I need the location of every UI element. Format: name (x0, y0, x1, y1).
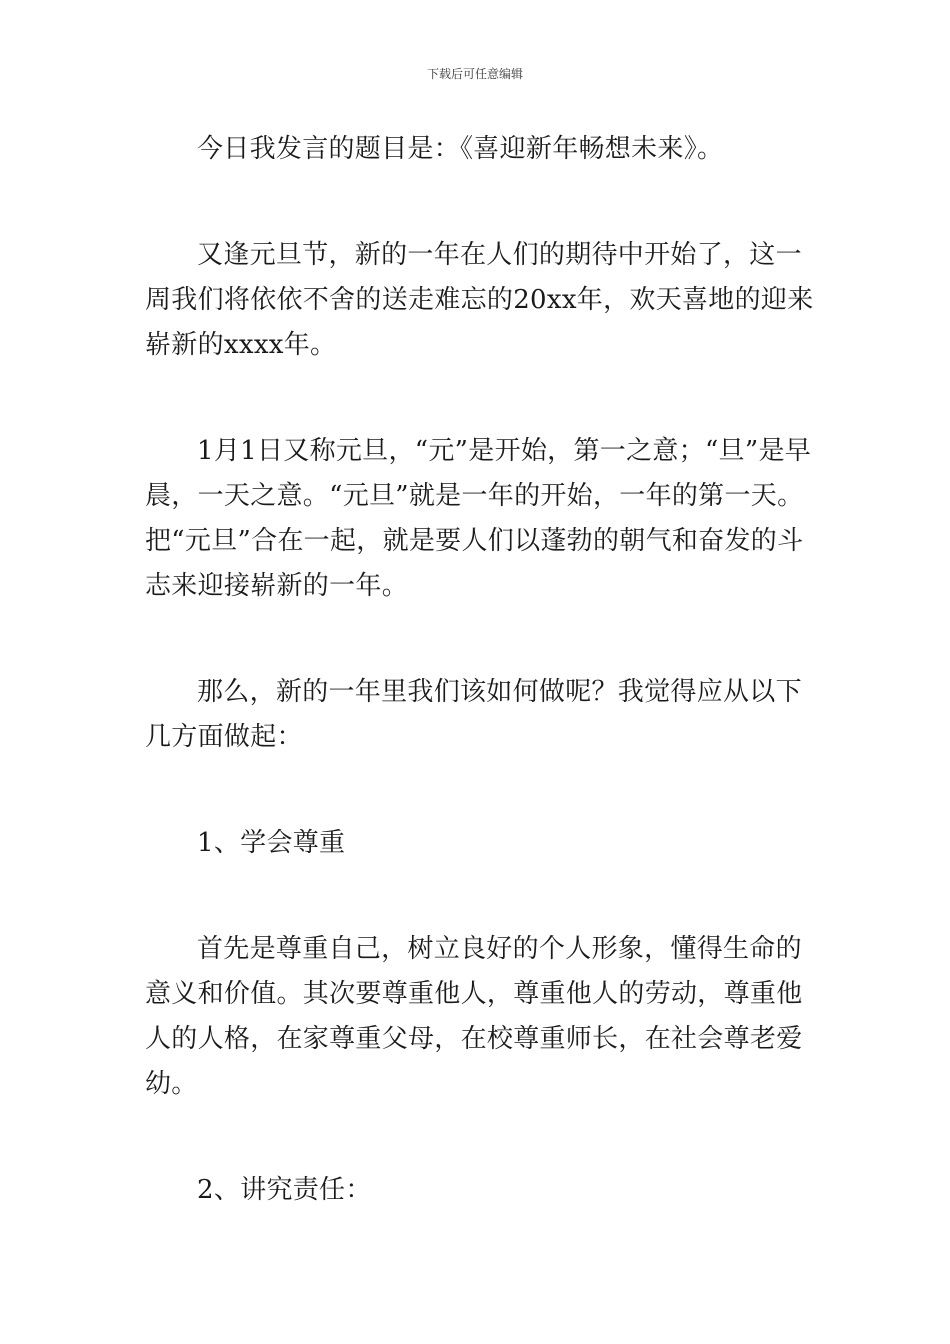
section-heading-responsibility: 2、讲究责任： (197, 1175, 372, 1205)
paragraph-respect-body: 首先是尊重自己，树立良好的个人形象，懂得生命的意义和价值。其次要尊重他人，尊重他人的劳动，尊重他人的人格，在家尊重父母，在校尊重师长，在社会尊老爱幼。 (145, 934, 803, 1099)
section-heading-respect: 1、学会尊重 (197, 828, 346, 858)
document-body (145, 127, 815, 1213)
paragraph-how-to-act: 那么，新的一年里我们该如何做呢？我觉得应从以下几方面做起： (145, 677, 802, 752)
paragraph-yuandan-meaning: 1月1日又称元旦，“元”是开始，第一之意；“旦”是早晨，一天之意。“元旦”就是一年的开始，一年的第一天。把“元旦”合在一起，就是要人们以蓬勃的朝气和奋发的斗志来迎接崭新的一年。 (145, 436, 812, 601)
paragraph-new-year-intro: 又逢元旦节，新的一年在人们的期待中开始了，这一周我们将依依不舍的送走难忘的20xx年，欢天喜地的迎来崭新的xxxx年。 (145, 240, 814, 360)
page-header-note: 下载后可任意编辑 (426, 67, 523, 81)
paragraph-speech-title: 今日我发言的题目是：《喜迎新年畅想未来》。 (197, 134, 724, 164)
